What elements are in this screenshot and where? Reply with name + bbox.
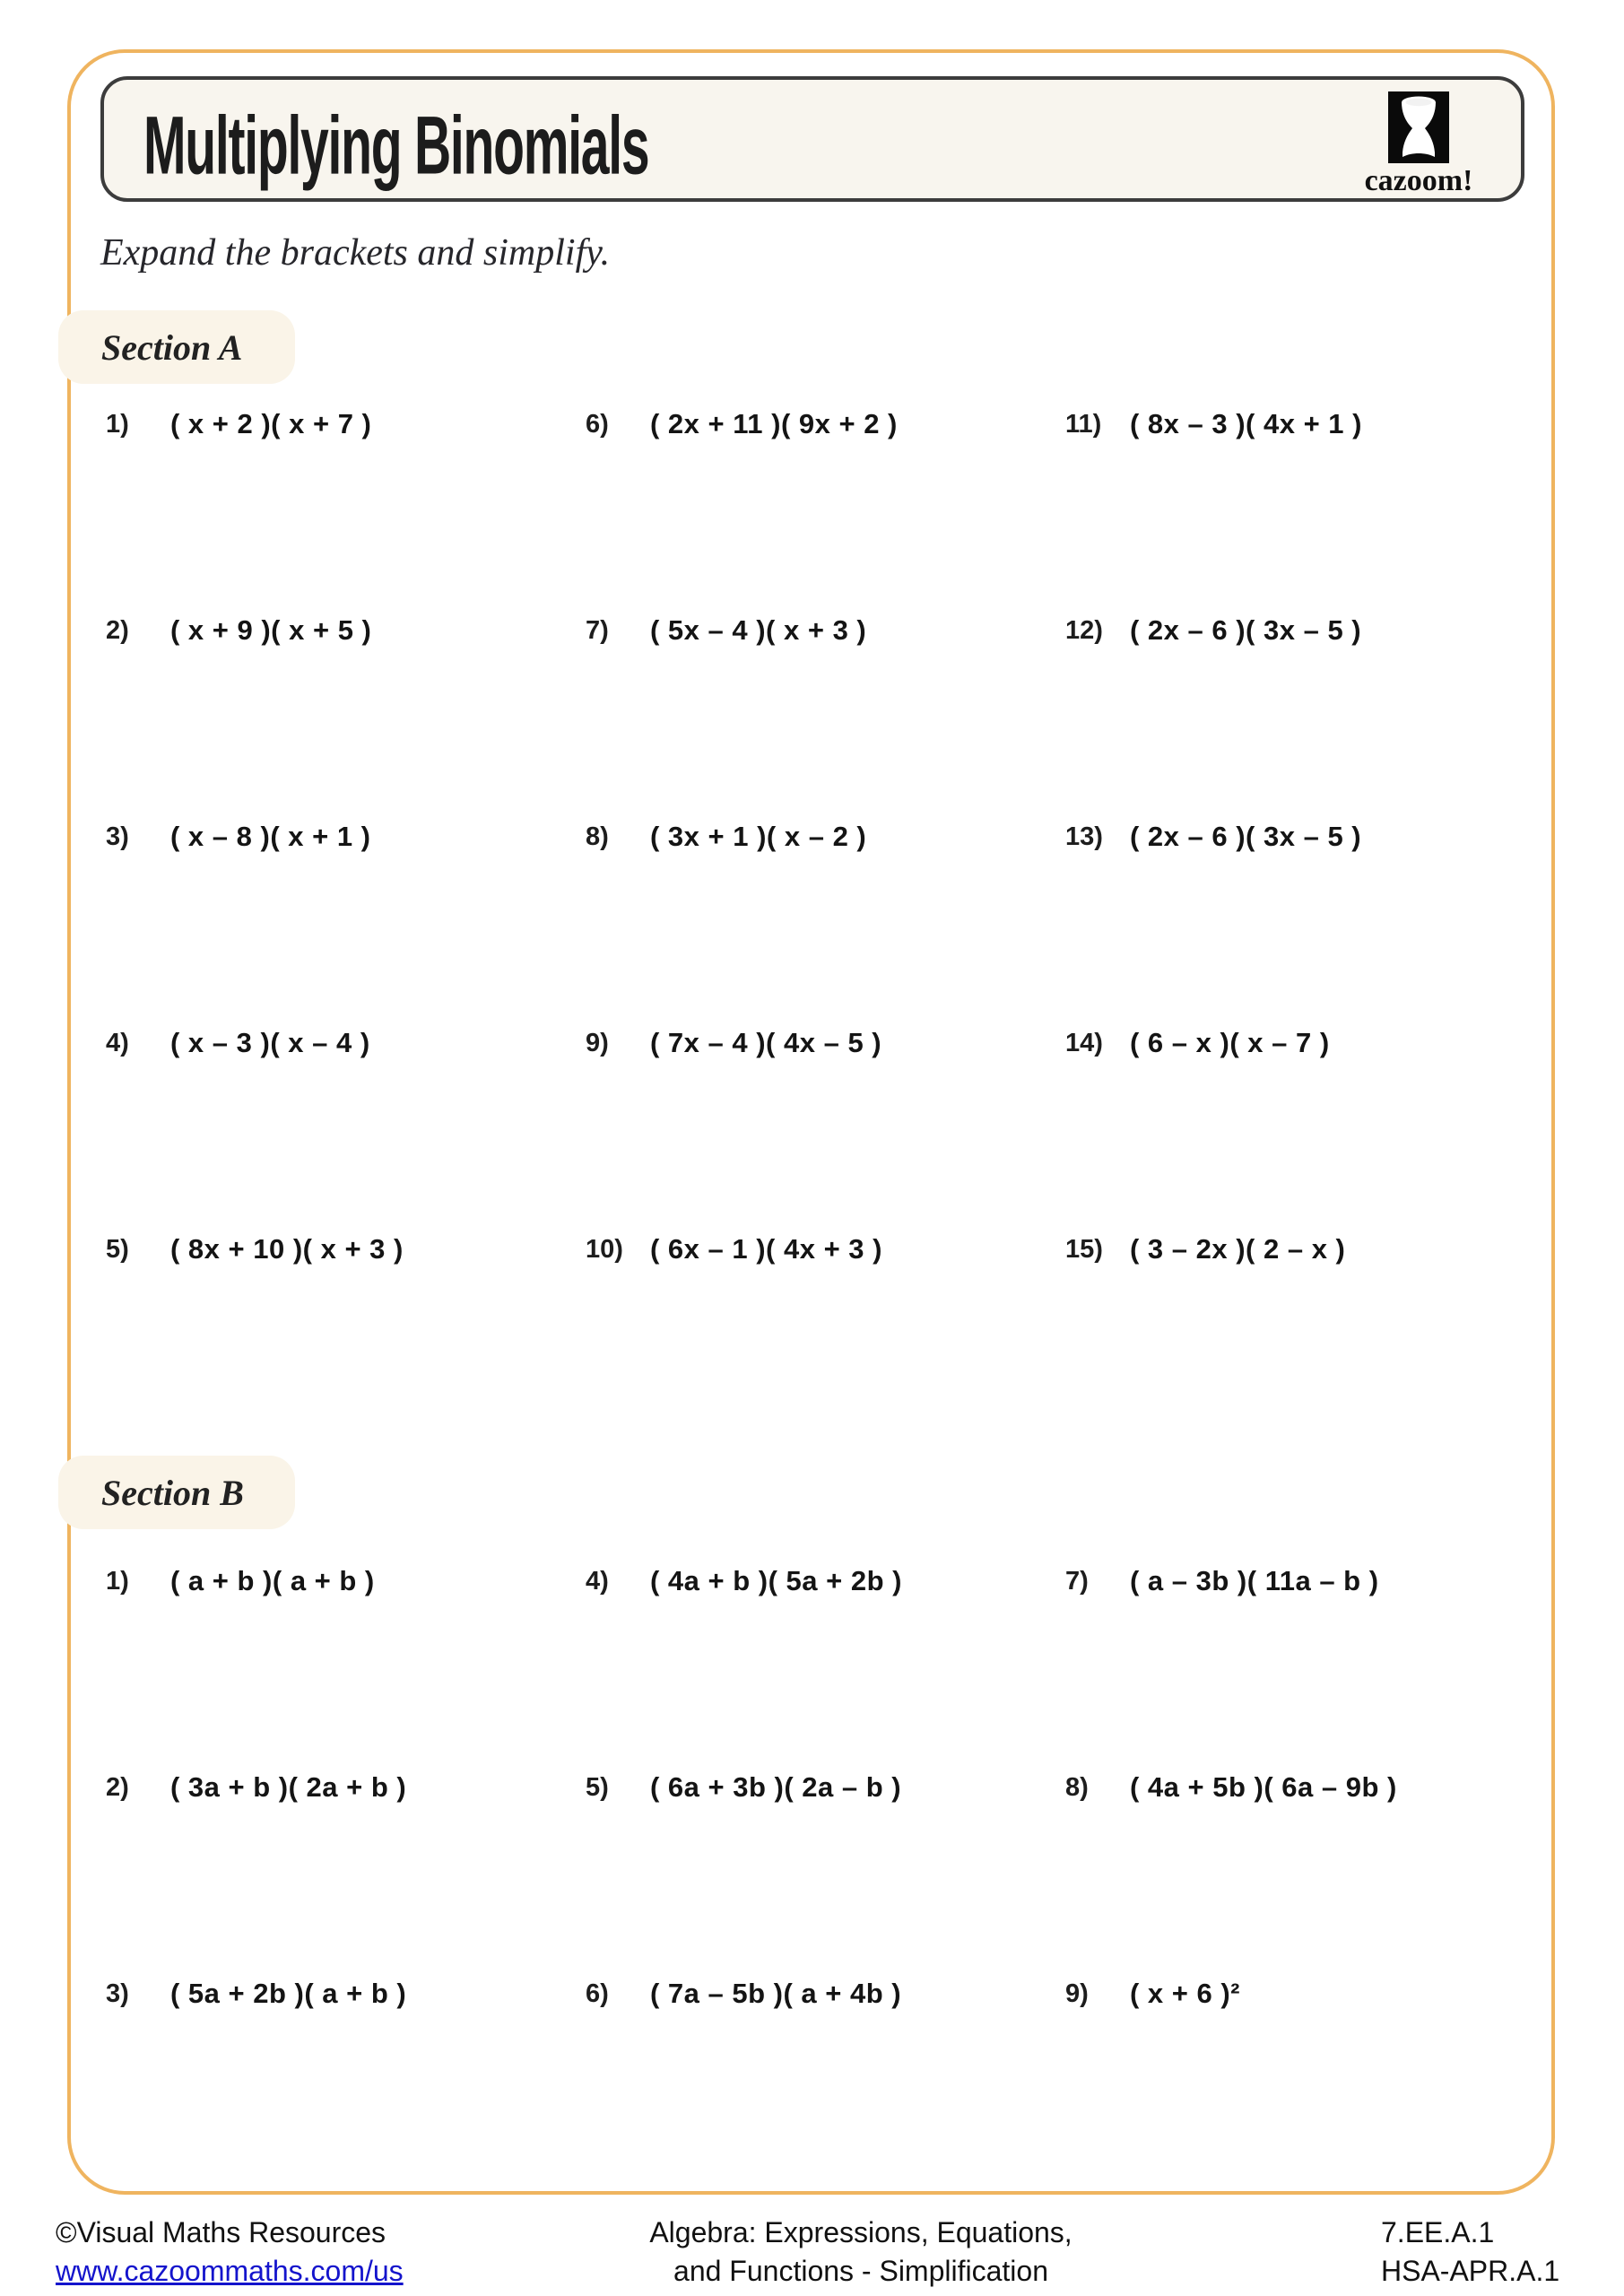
problem-expression: ( 8x – 3 )( 4x + 1 ) bbox=[1130, 408, 1362, 439]
problem-a3 bbox=[106, 821, 586, 1027]
topic-line-1: Algebra: Expressions, Equations, bbox=[649, 2216, 1073, 2248]
problem-b3 bbox=[106, 1978, 586, 2184]
problem-expression: ( 8x + 10 )( x + 3 ) bbox=[170, 1233, 404, 1265]
problem-number: 15) bbox=[1065, 1235, 1103, 1264]
problem-expression: ( 3a + b )( 2a + b ) bbox=[170, 1771, 407, 1803]
problem-b1 bbox=[106, 1565, 586, 1771]
problem-expression: ( 6a + 3b )( 2a – b ) bbox=[650, 1771, 902, 1803]
problem-expression: ( 2x – 6 )( 3x – 5 ) bbox=[1130, 821, 1362, 852]
cazoommaths-link[interactable]: www.cazoommaths.com/us bbox=[56, 2255, 404, 2287]
problem-expression: ( 4a + b )( 5a + 2b ) bbox=[650, 1565, 902, 1596]
problem-number: 6) bbox=[586, 410, 609, 439]
problem-a7 bbox=[586, 614, 1065, 821]
problem-expression: ( 2x + 11 )( 9x + 2 ) bbox=[650, 408, 898, 439]
problem-number: 3) bbox=[106, 822, 129, 851]
problem-a9 bbox=[586, 1027, 1065, 1233]
problem-expression: ( x + 2 )( x + 7 ) bbox=[170, 408, 372, 439]
footer-topic bbox=[592, 2213, 1130, 2291]
problem-number: 8) bbox=[586, 822, 609, 851]
problem-number: 9) bbox=[586, 1029, 609, 1057]
problem-number: 10) bbox=[586, 1235, 623, 1264]
problem-number: 14) bbox=[1065, 1029, 1103, 1057]
problem-number: 4) bbox=[586, 1567, 609, 1596]
logo-wordmark: cazoom! bbox=[1364, 164, 1473, 197]
problem-number: 2) bbox=[106, 616, 129, 645]
section-b-problems bbox=[106, 1565, 1542, 2184]
problem-a13 bbox=[1065, 821, 1542, 1027]
problem-b8 bbox=[1065, 1771, 1542, 1978]
problem-b7 bbox=[1065, 1565, 1542, 1771]
problem-expression: ( x + 6 )² bbox=[1130, 1978, 1241, 2009]
problem-expression: ( 2x – 6 )( 3x – 5 ) bbox=[1130, 614, 1362, 646]
topic-line-2: and Functions - Simplification bbox=[673, 2255, 1048, 2287]
worksheet-header bbox=[100, 76, 1524, 202]
standard-code-1: 7.EE.A.1 bbox=[1381, 2216, 1495, 2248]
standard-code-2: HSA-APR.A.1 bbox=[1381, 2255, 1560, 2287]
problem-expression: ( 3 – 2x )( 2 – x ) bbox=[1130, 1233, 1346, 1265]
problem-b5 bbox=[586, 1771, 1065, 1978]
problem-expression: ( x – 3 )( x – 4 ) bbox=[170, 1027, 370, 1058]
problem-number: 4) bbox=[106, 1029, 129, 1057]
problem-number: 8) bbox=[1065, 1773, 1089, 1802]
problem-expression: ( 4a + 5b )( 6a – 9b ) bbox=[1130, 1771, 1397, 1803]
problem-expression: ( 6x – 1 )( 4x + 3 ) bbox=[650, 1233, 882, 1265]
section-a-label: Section A bbox=[58, 310, 295, 384]
problem-expression: ( 7a – 5b )( a + 4b ) bbox=[650, 1978, 902, 2009]
problem-a12 bbox=[1065, 614, 1542, 821]
problem-a6 bbox=[586, 408, 1065, 614]
problem-b6 bbox=[586, 1978, 1065, 2184]
problem-expression: ( x + 9 )( x + 5 ) bbox=[170, 614, 372, 646]
problem-expression: ( 7x – 4 )( 4x – 5 ) bbox=[650, 1027, 882, 1058]
problem-a1 bbox=[106, 408, 586, 614]
problem-a8 bbox=[586, 821, 1065, 1027]
problem-number: 13) bbox=[1065, 822, 1103, 851]
page-title: Multiplying Binomials bbox=[143, 100, 649, 192]
section-a-problems bbox=[106, 408, 1542, 1439]
copyright-text: ©Visual Maths Resources bbox=[56, 2216, 386, 2248]
problem-number: 1) bbox=[106, 410, 129, 439]
section-b-label: Section B bbox=[58, 1456, 295, 1529]
problem-a2 bbox=[106, 614, 586, 821]
problem-number: 5) bbox=[586, 1773, 609, 1802]
problem-expression: ( 5x – 4 )( x + 3 ) bbox=[650, 614, 867, 646]
problem-expression: ( a + b )( a + b ) bbox=[170, 1565, 375, 1596]
problem-number: 12) bbox=[1065, 616, 1103, 645]
problem-expression: ( 6 – x )( x – 7 ) bbox=[1130, 1027, 1330, 1058]
instruction-text: Expand the brackets and simplify. bbox=[100, 232, 611, 274]
footer-attribution bbox=[56, 2213, 404, 2291]
problem-number: 7) bbox=[1065, 1567, 1089, 1596]
problem-number: 3) bbox=[106, 1979, 129, 2008]
problem-number: 2) bbox=[106, 1773, 129, 1802]
problem-a5 bbox=[106, 1233, 586, 1439]
problem-a4 bbox=[106, 1027, 586, 1233]
footer-standards bbox=[1381, 2213, 1559, 2291]
problem-b2 bbox=[106, 1771, 586, 1978]
problem-expression: ( x – 8 )( x + 1 ) bbox=[170, 821, 371, 852]
problem-b4 bbox=[586, 1565, 1065, 1771]
problem-a14 bbox=[1065, 1027, 1542, 1233]
drum-icon bbox=[1356, 91, 1481, 163]
problem-expression: ( a – 3b )( 11a – b ) bbox=[1130, 1565, 1379, 1596]
problem-number: 7) bbox=[586, 616, 609, 645]
problem-expression: ( 5a + 2b )( a + b ) bbox=[170, 1978, 407, 2009]
problem-number: 11) bbox=[1065, 410, 1102, 439]
problem-a10 bbox=[586, 1233, 1065, 1439]
problem-number: 5) bbox=[106, 1235, 129, 1264]
problem-expression: ( 3x + 1 )( x – 2 ) bbox=[650, 821, 867, 852]
problem-a15 bbox=[1065, 1233, 1542, 1439]
problem-b9 bbox=[1065, 1978, 1542, 2184]
problem-number: 9) bbox=[1065, 1979, 1089, 2008]
problem-number: 6) bbox=[586, 1979, 609, 2008]
problem-number: 1) bbox=[106, 1567, 129, 1596]
cazoom-logo bbox=[1356, 91, 1481, 198]
problem-a11 bbox=[1065, 408, 1542, 614]
